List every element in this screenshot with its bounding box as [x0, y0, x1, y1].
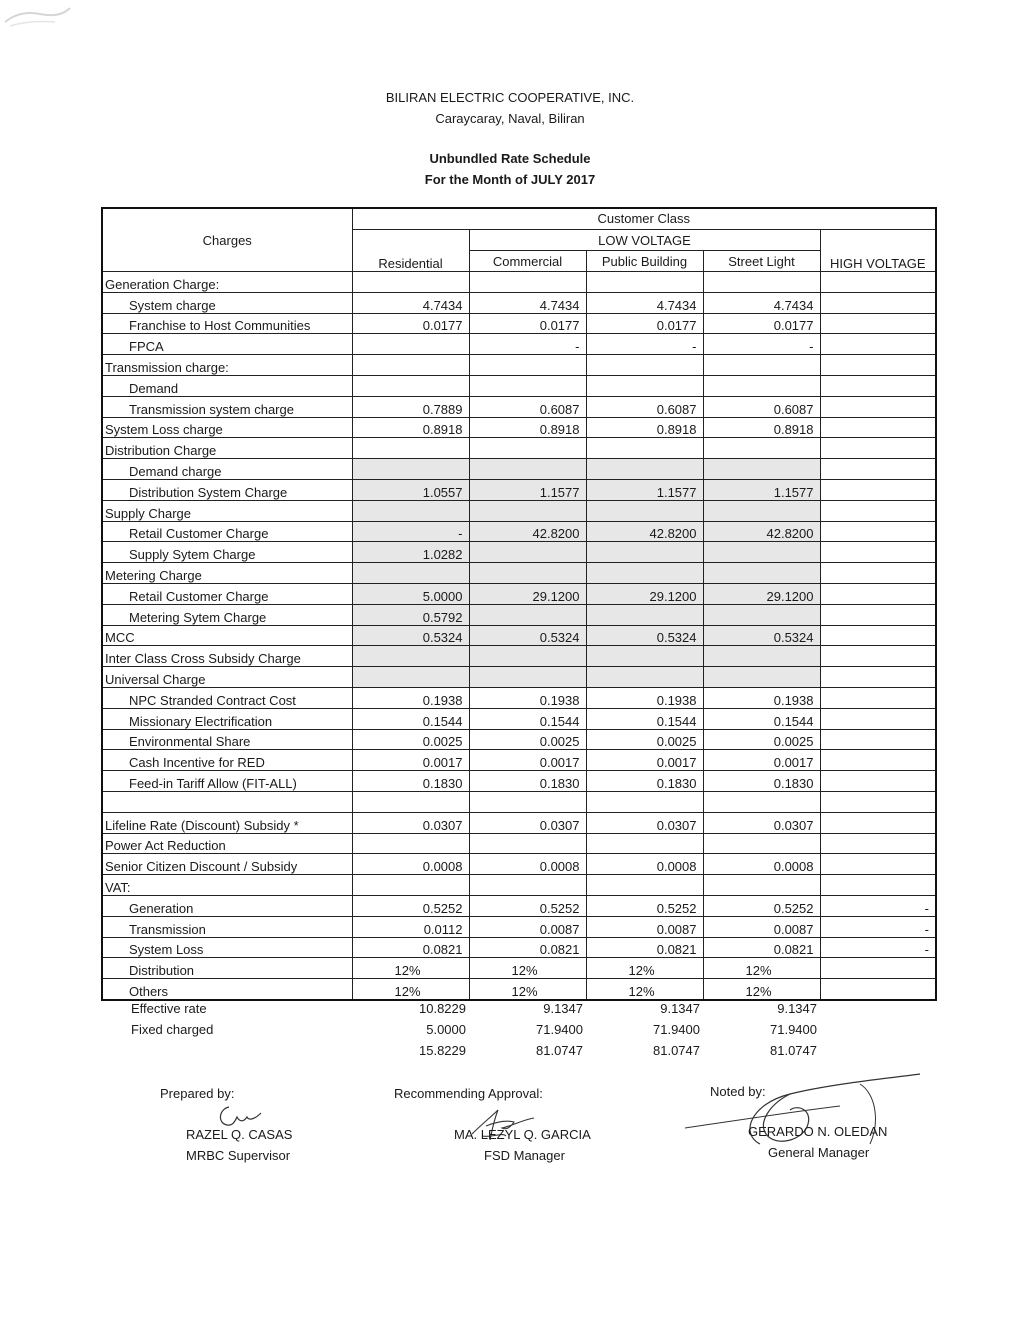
charge-label: Transmission system charge: [102, 396, 352, 417]
street-light-value: [703, 563, 820, 584]
high-voltage-value: [820, 313, 936, 334]
table-row: [102, 937, 936, 958]
public-building-value: [586, 542, 703, 563]
table-row: [102, 292, 936, 313]
commercial-value: 0.0307: [469, 812, 586, 833]
totals-label: Fixed charged: [131, 1022, 214, 1037]
street-light-value: 0.1830: [703, 771, 820, 792]
commercial-value: [469, 875, 586, 896]
commercial-value: 0.8918: [469, 417, 586, 438]
residential-value: 0.5252: [352, 895, 469, 916]
street-light-value: 0.5324: [703, 625, 820, 646]
charge-label: NPC Stranded Contract Cost: [102, 687, 352, 708]
public-building-value: 0.0017: [586, 750, 703, 771]
residential-value: 0.0017: [352, 750, 469, 771]
commercial-value: 12%: [469, 979, 586, 1000]
street-light-value: 0.0307: [703, 812, 820, 833]
street-light-value: 42.8200: [703, 521, 820, 542]
commercial-value: 0.1830: [469, 771, 586, 792]
charge-label: Distribution: [102, 958, 352, 979]
residential-header: Residential: [352, 229, 469, 271]
charge-label: FPCA: [102, 334, 352, 355]
prepared-signature-icon: [215, 1103, 275, 1129]
street-light-value: [703, 604, 820, 625]
high-voltage-value: [820, 500, 936, 521]
table-row: [102, 916, 936, 937]
commercial-value: [469, 667, 586, 688]
residential-value: [352, 375, 469, 396]
high-voltage-value: [820, 708, 936, 729]
street-light-value: 0.0821: [703, 937, 820, 958]
public-building-value: [586, 667, 703, 688]
high-voltage-value: [820, 729, 936, 750]
commercial-value: 42.8200: [469, 521, 586, 542]
table-row: [102, 500, 936, 521]
residential-value: [352, 438, 469, 459]
noted-by-title: General Manager: [768, 1145, 870, 1160]
commercial-value: -: [469, 334, 586, 355]
commercial-value: [469, 375, 586, 396]
public-building-value: 0.1544: [586, 708, 703, 729]
charge-label: Transmission charge:: [102, 355, 352, 376]
high-voltage-value: [820, 687, 936, 708]
table-row: [102, 687, 936, 708]
street-light-value: [703, 791, 820, 812]
public-building-value: [586, 646, 703, 667]
residential-value: -: [352, 521, 469, 542]
commercial-value: 0.0821: [469, 937, 586, 958]
public-building-value: -: [586, 334, 703, 355]
table-row: [102, 958, 936, 979]
noted-by-name: GERARDO N. OLEDAN: [748, 1124, 888, 1139]
charge-label: Inter Class Cross Subsidy Charge: [102, 646, 352, 667]
table-row: [102, 646, 936, 667]
public-building-value: [586, 563, 703, 584]
high-voltage-value: [820, 791, 936, 812]
commercial-value: 0.1544: [469, 708, 586, 729]
commercial-header: Commercial: [469, 251, 586, 272]
high-voltage-value: [820, 750, 936, 771]
high-voltage-value: [820, 479, 936, 500]
public-building-value: [586, 438, 703, 459]
street-light-value: [703, 272, 820, 293]
street-light-value: [703, 438, 820, 459]
street-light-total: 9.1347: [777, 1001, 817, 1016]
recommending-name: MA. LEZYL Q. GARCIA: [454, 1127, 591, 1142]
street-light-value: 0.0087: [703, 916, 820, 937]
table-row: [102, 479, 936, 500]
high-voltage-value: [820, 521, 936, 542]
commercial-total: 9.1347: [543, 1001, 583, 1016]
residential-value: 0.0112: [352, 916, 469, 937]
commercial-value: 0.1938: [469, 687, 586, 708]
table-row: [102, 895, 936, 916]
charge-label: Supply Sytem Charge: [102, 542, 352, 563]
public-building-total: 71.9400: [653, 1022, 700, 1037]
public-building-total: 81.0747: [653, 1043, 700, 1058]
recommending-title: FSD Manager: [484, 1148, 565, 1163]
street-light-value: 0.0017: [703, 750, 820, 771]
charge-label: Distribution Charge: [102, 438, 352, 459]
high-voltage-value: [820, 771, 936, 792]
high-voltage-value: [820, 583, 936, 604]
commercial-value: [469, 604, 586, 625]
charge-label: Retail Customer Charge: [102, 521, 352, 542]
charge-label: Metering Charge: [102, 563, 352, 584]
street-light-value: 0.0177: [703, 313, 820, 334]
public-building-value: 12%: [586, 979, 703, 1000]
commercial-value: [469, 646, 586, 667]
commercial-value: 0.0017: [469, 750, 586, 771]
public-building-value: 29.1200: [586, 583, 703, 604]
doc-title: Unbundled Rate Schedule: [429, 151, 591, 166]
charge-label: Generation: [102, 895, 352, 916]
table-row: [102, 355, 936, 376]
charge-label: [102, 791, 352, 812]
scan-smudge: [0, 0, 90, 30]
street-light-value: 0.1938: [703, 687, 820, 708]
street-light-value: [703, 355, 820, 376]
table-row: [102, 604, 936, 625]
low-voltage-header: LOW VOLTAGE: [469, 229, 820, 250]
high-voltage-value: -: [820, 937, 936, 958]
charge-label: Franchise to Host Communities: [102, 313, 352, 334]
high-voltage-value: -: [820, 916, 936, 937]
doc-period: For the Month of JULY 2017: [424, 172, 596, 187]
charge-label: Metering Sytem Charge: [102, 604, 352, 625]
public-building-value: 0.0307: [586, 812, 703, 833]
commercial-value: 4.7434: [469, 292, 586, 313]
table-row: [102, 521, 936, 542]
commercial-value: [469, 355, 586, 376]
street-light-value: [703, 646, 820, 667]
residential-total: 15.8229: [419, 1043, 466, 1058]
charge-label: Power Act Reduction: [102, 833, 352, 854]
street-light-value: 29.1200: [703, 583, 820, 604]
high-voltage-value: [820, 563, 936, 584]
high-voltage-value: [820, 854, 936, 875]
public-building-value: [586, 459, 703, 480]
residential-value: [352, 833, 469, 854]
residential-value: [352, 334, 469, 355]
residential-value: [352, 272, 469, 293]
residential-value: [352, 667, 469, 688]
high-voltage-value: [820, 625, 936, 646]
street-light-value: 1.1577: [703, 479, 820, 500]
street-light-value: [703, 542, 820, 563]
table-row: [102, 833, 936, 854]
charge-label: Supply Charge: [102, 500, 352, 521]
high-voltage-value: [820, 272, 936, 293]
table-row: [102, 750, 936, 771]
public-building-value: [586, 272, 703, 293]
table-row: [102, 334, 936, 355]
table-row: [102, 979, 936, 1000]
street-light-value: [703, 833, 820, 854]
table-row: [102, 313, 936, 334]
customer-class-header: Customer Class: [352, 208, 936, 229]
table-row: [102, 375, 936, 396]
table-row: [102, 417, 936, 438]
high-voltage-value: [820, 646, 936, 667]
charge-label: VAT:: [102, 875, 352, 896]
street-light-value: 0.6087: [703, 396, 820, 417]
high-voltage-value: [820, 958, 936, 979]
charge-label: Universal Charge: [102, 667, 352, 688]
commercial-value: [469, 438, 586, 459]
high-voltage-value: [820, 604, 936, 625]
street-light-value: 0.0008: [703, 854, 820, 875]
residential-total: 5.0000: [426, 1022, 466, 1037]
charge-label: System Loss: [102, 937, 352, 958]
residential-value: [352, 646, 469, 667]
rate-table: [101, 207, 937, 1001]
table-row: [102, 791, 936, 812]
public-building-value: 0.5324: [586, 625, 703, 646]
residential-value: 0.0177: [352, 313, 469, 334]
table-row: [102, 438, 936, 459]
street-light-header: Street Light: [703, 251, 820, 272]
table-row: [102, 563, 936, 584]
table-row: [102, 542, 936, 563]
public-building-value: [586, 791, 703, 812]
street-light-value: [703, 875, 820, 896]
residential-value: [352, 459, 469, 480]
charge-label: Environmental Share: [102, 729, 352, 750]
org-address: Caraycaray, Naval, Biliran: [435, 111, 585, 126]
table-row: [102, 875, 936, 896]
commercial-value: [469, 563, 586, 584]
residential-value: 5.0000: [352, 583, 469, 604]
charge-label: Transmission: [102, 916, 352, 937]
public-building-value: 0.0177: [586, 313, 703, 334]
public-building-value: [586, 500, 703, 521]
recommending-label: Recommending Approval:: [394, 1086, 543, 1101]
public-building-value: 0.5252: [586, 895, 703, 916]
street-light-value: [703, 375, 820, 396]
residential-value: [352, 791, 469, 812]
table-row: [102, 459, 936, 480]
residential-value: 0.1830: [352, 771, 469, 792]
public-building-value: 0.1938: [586, 687, 703, 708]
residential-value: 0.0821: [352, 937, 469, 958]
high-voltage-value: [820, 979, 936, 1000]
commercial-value: 0.5324: [469, 625, 586, 646]
charge-label: Cash Incentive for RED: [102, 750, 352, 771]
charge-label: Lifeline Rate (Discount) Subsidy *: [102, 812, 352, 833]
street-light-total: 71.9400: [770, 1022, 817, 1037]
commercial-total: 81.0747: [536, 1043, 583, 1058]
public-building-header: Public Building: [586, 251, 703, 272]
residential-value: 1.0557: [352, 479, 469, 500]
prepared-by-title: MRBC Supervisor: [186, 1148, 291, 1163]
residential-value: [352, 563, 469, 584]
residential-value: 1.0282: [352, 542, 469, 563]
table-row: [102, 708, 936, 729]
high-voltage-value: [820, 417, 936, 438]
high-voltage-header: HIGH VOLTAGE: [820, 229, 936, 271]
table-row: [102, 625, 936, 646]
public-building-value: 4.7434: [586, 292, 703, 313]
charge-label: MCC: [102, 625, 352, 646]
high-voltage-value: [820, 459, 936, 480]
commercial-total: 71.9400: [536, 1022, 583, 1037]
street-light-value: 0.5252: [703, 895, 820, 916]
charge-label: Demand: [102, 375, 352, 396]
charge-label: Demand charge: [102, 459, 352, 480]
residential-value: 0.0025: [352, 729, 469, 750]
commercial-value: [469, 272, 586, 293]
commercial-value: [469, 833, 586, 854]
charge-label: Generation Charge:: [102, 272, 352, 293]
residential-value: 12%: [352, 979, 469, 1000]
street-light-value: [703, 500, 820, 521]
street-light-value: 0.8918: [703, 417, 820, 438]
high-voltage-value: -: [820, 895, 936, 916]
commercial-value: 0.6087: [469, 396, 586, 417]
high-voltage-value: [820, 833, 936, 854]
public-building-value: [586, 833, 703, 854]
high-voltage-value: [820, 542, 936, 563]
charge-label: Distribution System Charge: [102, 479, 352, 500]
high-voltage-value: [820, 334, 936, 355]
residential-value: 0.1938: [352, 687, 469, 708]
public-building-value: 1.1577: [586, 479, 703, 500]
commercial-value: 0.0008: [469, 854, 586, 875]
table-row: [102, 729, 936, 750]
residential-value: 0.8918: [352, 417, 469, 438]
street-light-value: 4.7434: [703, 292, 820, 313]
commercial-value: 29.1200: [469, 583, 586, 604]
charges-header: Charges: [102, 208, 352, 272]
table-row: [102, 396, 936, 417]
residential-value: 0.0008: [352, 854, 469, 875]
commercial-value: 12%: [469, 958, 586, 979]
high-voltage-value: [820, 875, 936, 896]
charge-label: Missionary Electrification: [102, 708, 352, 729]
public-building-value: [586, 355, 703, 376]
public-building-total: 9.1347: [660, 1001, 700, 1016]
commercial-value: 0.0177: [469, 313, 586, 334]
public-building-value: [586, 604, 703, 625]
prepared-by-label: Prepared by:: [160, 1086, 235, 1101]
commercial-value: 0.0025: [469, 729, 586, 750]
commercial-value: [469, 500, 586, 521]
prepared-by-name: RAZEL Q. CASAS: [186, 1127, 293, 1142]
residential-value: 4.7434: [352, 292, 469, 313]
residential-value: 0.5792: [352, 604, 469, 625]
high-voltage-value: [820, 355, 936, 376]
public-building-value: 0.8918: [586, 417, 703, 438]
public-building-value: [586, 875, 703, 896]
commercial-value: [469, 459, 586, 480]
street-light-value: [703, 459, 820, 480]
table-row: [102, 854, 936, 875]
residential-value: [352, 500, 469, 521]
public-building-value: 0.0008: [586, 854, 703, 875]
street-light-value: 0.1544: [703, 708, 820, 729]
street-light-value: -: [703, 334, 820, 355]
public-building-value: 42.8200: [586, 521, 703, 542]
charge-label: Senior Citizen Discount / Subsidy: [102, 854, 352, 875]
charge-label: System Loss charge: [102, 417, 352, 438]
residential-value: [352, 875, 469, 896]
high-voltage-value: [820, 292, 936, 313]
high-voltage-value: [820, 438, 936, 459]
charge-label: System charge: [102, 292, 352, 313]
high-voltage-value: [820, 396, 936, 417]
high-voltage-value: [820, 667, 936, 688]
charge-label: Others: [102, 979, 352, 1000]
street-light-total: 81.0747: [770, 1043, 817, 1058]
public-building-value: 12%: [586, 958, 703, 979]
noted-by-label: Noted by:: [710, 1084, 766, 1099]
commercial-value: [469, 542, 586, 563]
street-light-value: 0.0025: [703, 729, 820, 750]
residential-value: 12%: [352, 958, 469, 979]
charge-label: Retail Customer Charge: [102, 583, 352, 604]
table-row: [102, 272, 936, 293]
commercial-value: 0.0087: [469, 916, 586, 937]
totals-label: Effective rate: [131, 1001, 207, 1016]
residential-value: 0.7889: [352, 396, 469, 417]
public-building-value: [586, 375, 703, 396]
public-building-value: 0.0821: [586, 937, 703, 958]
street-light-value: 12%: [703, 979, 820, 1000]
public-building-value: 0.6087: [586, 396, 703, 417]
table-row: [102, 667, 936, 688]
residential-total: 10.8229: [419, 1001, 466, 1016]
public-building-value: 0.0025: [586, 729, 703, 750]
street-light-value: [703, 667, 820, 688]
public-building-value: 0.1830: [586, 771, 703, 792]
high-voltage-value: [820, 375, 936, 396]
public-building-value: 0.0087: [586, 916, 703, 937]
residential-value: 0.5324: [352, 625, 469, 646]
table-row: [102, 583, 936, 604]
street-light-value: 12%: [703, 958, 820, 979]
charge-label: Feed-in Tariff Allow (FIT-ALL): [102, 771, 352, 792]
residential-value: 0.1544: [352, 708, 469, 729]
residential-value: 0.0307: [352, 812, 469, 833]
commercial-value: [469, 791, 586, 812]
residential-value: [352, 355, 469, 376]
org-name: BILIRAN ELECTRIC COOPERATIVE, INC.: [385, 90, 635, 105]
table-row: [102, 771, 936, 792]
table-row: [102, 812, 936, 833]
commercial-value: 0.5252: [469, 895, 586, 916]
high-voltage-value: [820, 812, 936, 833]
commercial-value: 1.1577: [469, 479, 586, 500]
